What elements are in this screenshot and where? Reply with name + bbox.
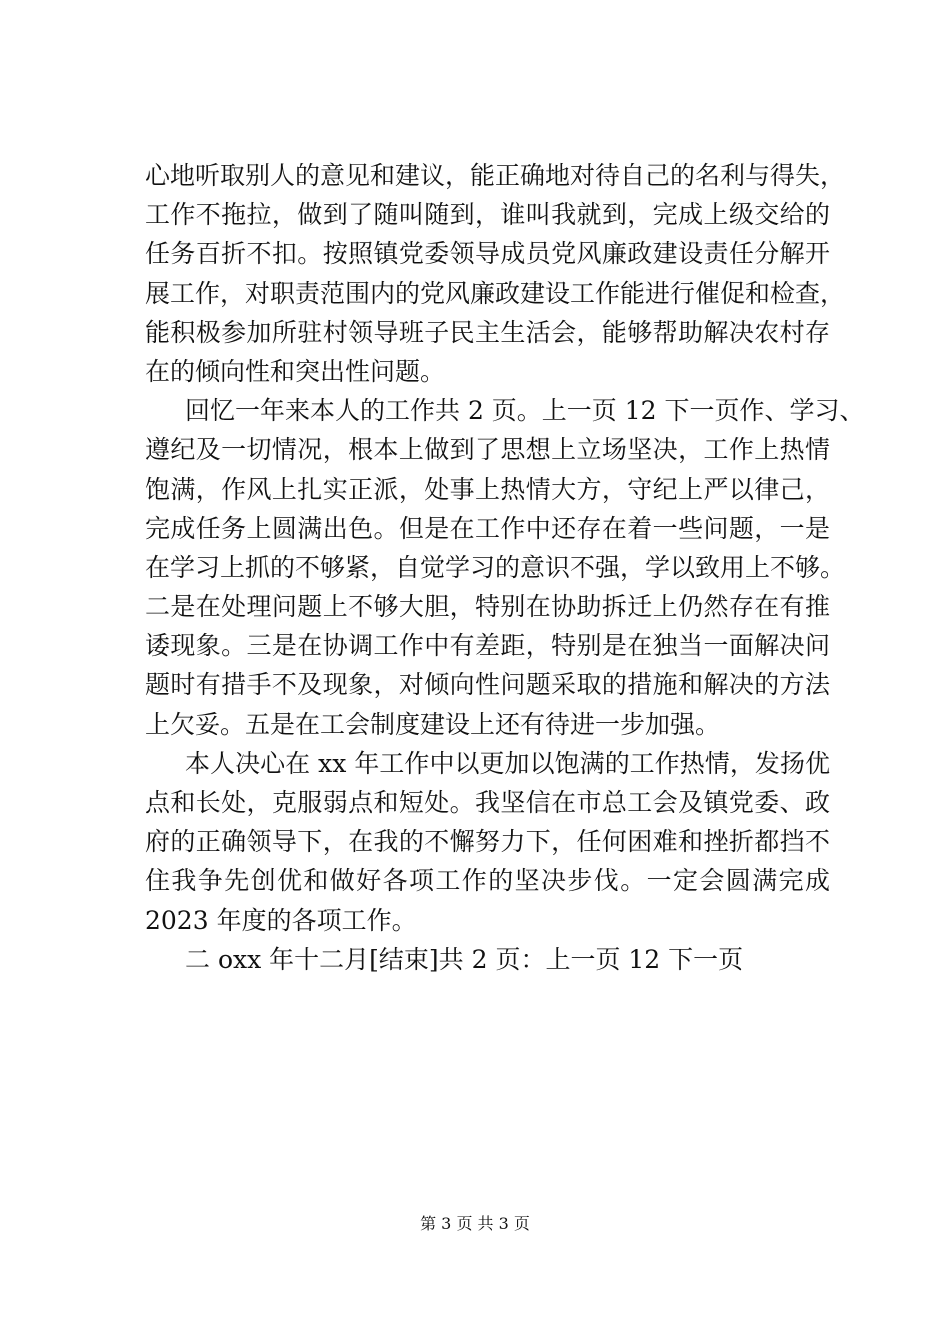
paragraph-2-line-6: 二是在处理问题上不够大胆，特别在协助拆迁上仍然存在有推 — [145, 592, 830, 622]
paragraph-2-line-2: 遵纪及一切情况，根本上做到了思想上立场坚决，工作上热情 — [145, 435, 830, 465]
document-body — [145, 156, 865, 979]
paragraph-3-line-4: 住我争先创优和做好各项工作的坚决步伐。一定会圆满完成 — [145, 866, 830, 896]
paragraph-1-line-1: 心地听取别人的意见和建议，能正确地对待自己的名利与得失， — [145, 161, 846, 190]
closing-line: 二 oxx 年十二月[结束]共 2 页：上一页 12 下一页 — [185, 944, 744, 974]
paragraph-1-line-4: 展工作，对职责范围内的党风廉政建设工作能进行催促和检查， — [145, 278, 846, 308]
paragraph-2-line-5: 在学习上抓的不够紧，自觉学习的意识不强，学以致用上不够。 — [145, 552, 846, 582]
paragraph-2-line-8: 题时有措手不及现象，对倾向性问题采取的措施和解决的方法 — [145, 670, 830, 700]
paragraph-2-line-1: 回忆一年来本人的工作共 2 页。上一页 12 下一页作、学习、 — [185, 396, 865, 426]
page-footer — [0, 1212, 950, 1236]
paragraph-1-line-2: 工作不拖拉，做到了随叫随到，谁叫我就到，完成上级交给的 — [145, 200, 830, 230]
paragraph-3-line-3: 府的正确领导下，在我的不懈努力下，任何困难和挫折都挡不 — [145, 827, 830, 857]
paragraph-3-line-1: 本人决心在 xx 年工作中以更加以饱满的工作热情，发扬优 — [185, 748, 830, 778]
paragraph-2-line-4: 完成任务上圆满出色。但是在工作中还存在着一些问题，一是 — [145, 513, 830, 543]
paragraph-1-line-5: 能积极参加所驻村领导班子民主生活会，能够帮助解决农村存 — [145, 317, 830, 347]
paragraph-3-line-2: 点和长处，克服弱点和短处。我坚信在市总工会及镇党委、政 — [145, 788, 830, 817]
paragraph-1-line-3: 任务百折不扣。按照镇党委领导成员党风廉政建设责任分解开 — [145, 239, 830, 269]
page-indicator: 第 3 页 共 3 页 — [420, 1214, 530, 1233]
paragraph-3-line-5: 2023 年度的各项工作。 — [145, 905, 417, 935]
paragraph-2-line-7: 诿现象。三是在协调工作中有差距，特别是在独当一面解决问 — [145, 631, 830, 661]
paragraph-1-line-6: 在的倾向性和突出性问题。 — [145, 356, 446, 386]
paragraph-2-line-9: 上欠妥。五是在工会制度建设上还有待进一步加强。 — [145, 709, 721, 739]
paragraph-2-line-3: 饱满，作风上扎实正派，处事上热情大方，守纪上严以律己， — [145, 474, 830, 504]
